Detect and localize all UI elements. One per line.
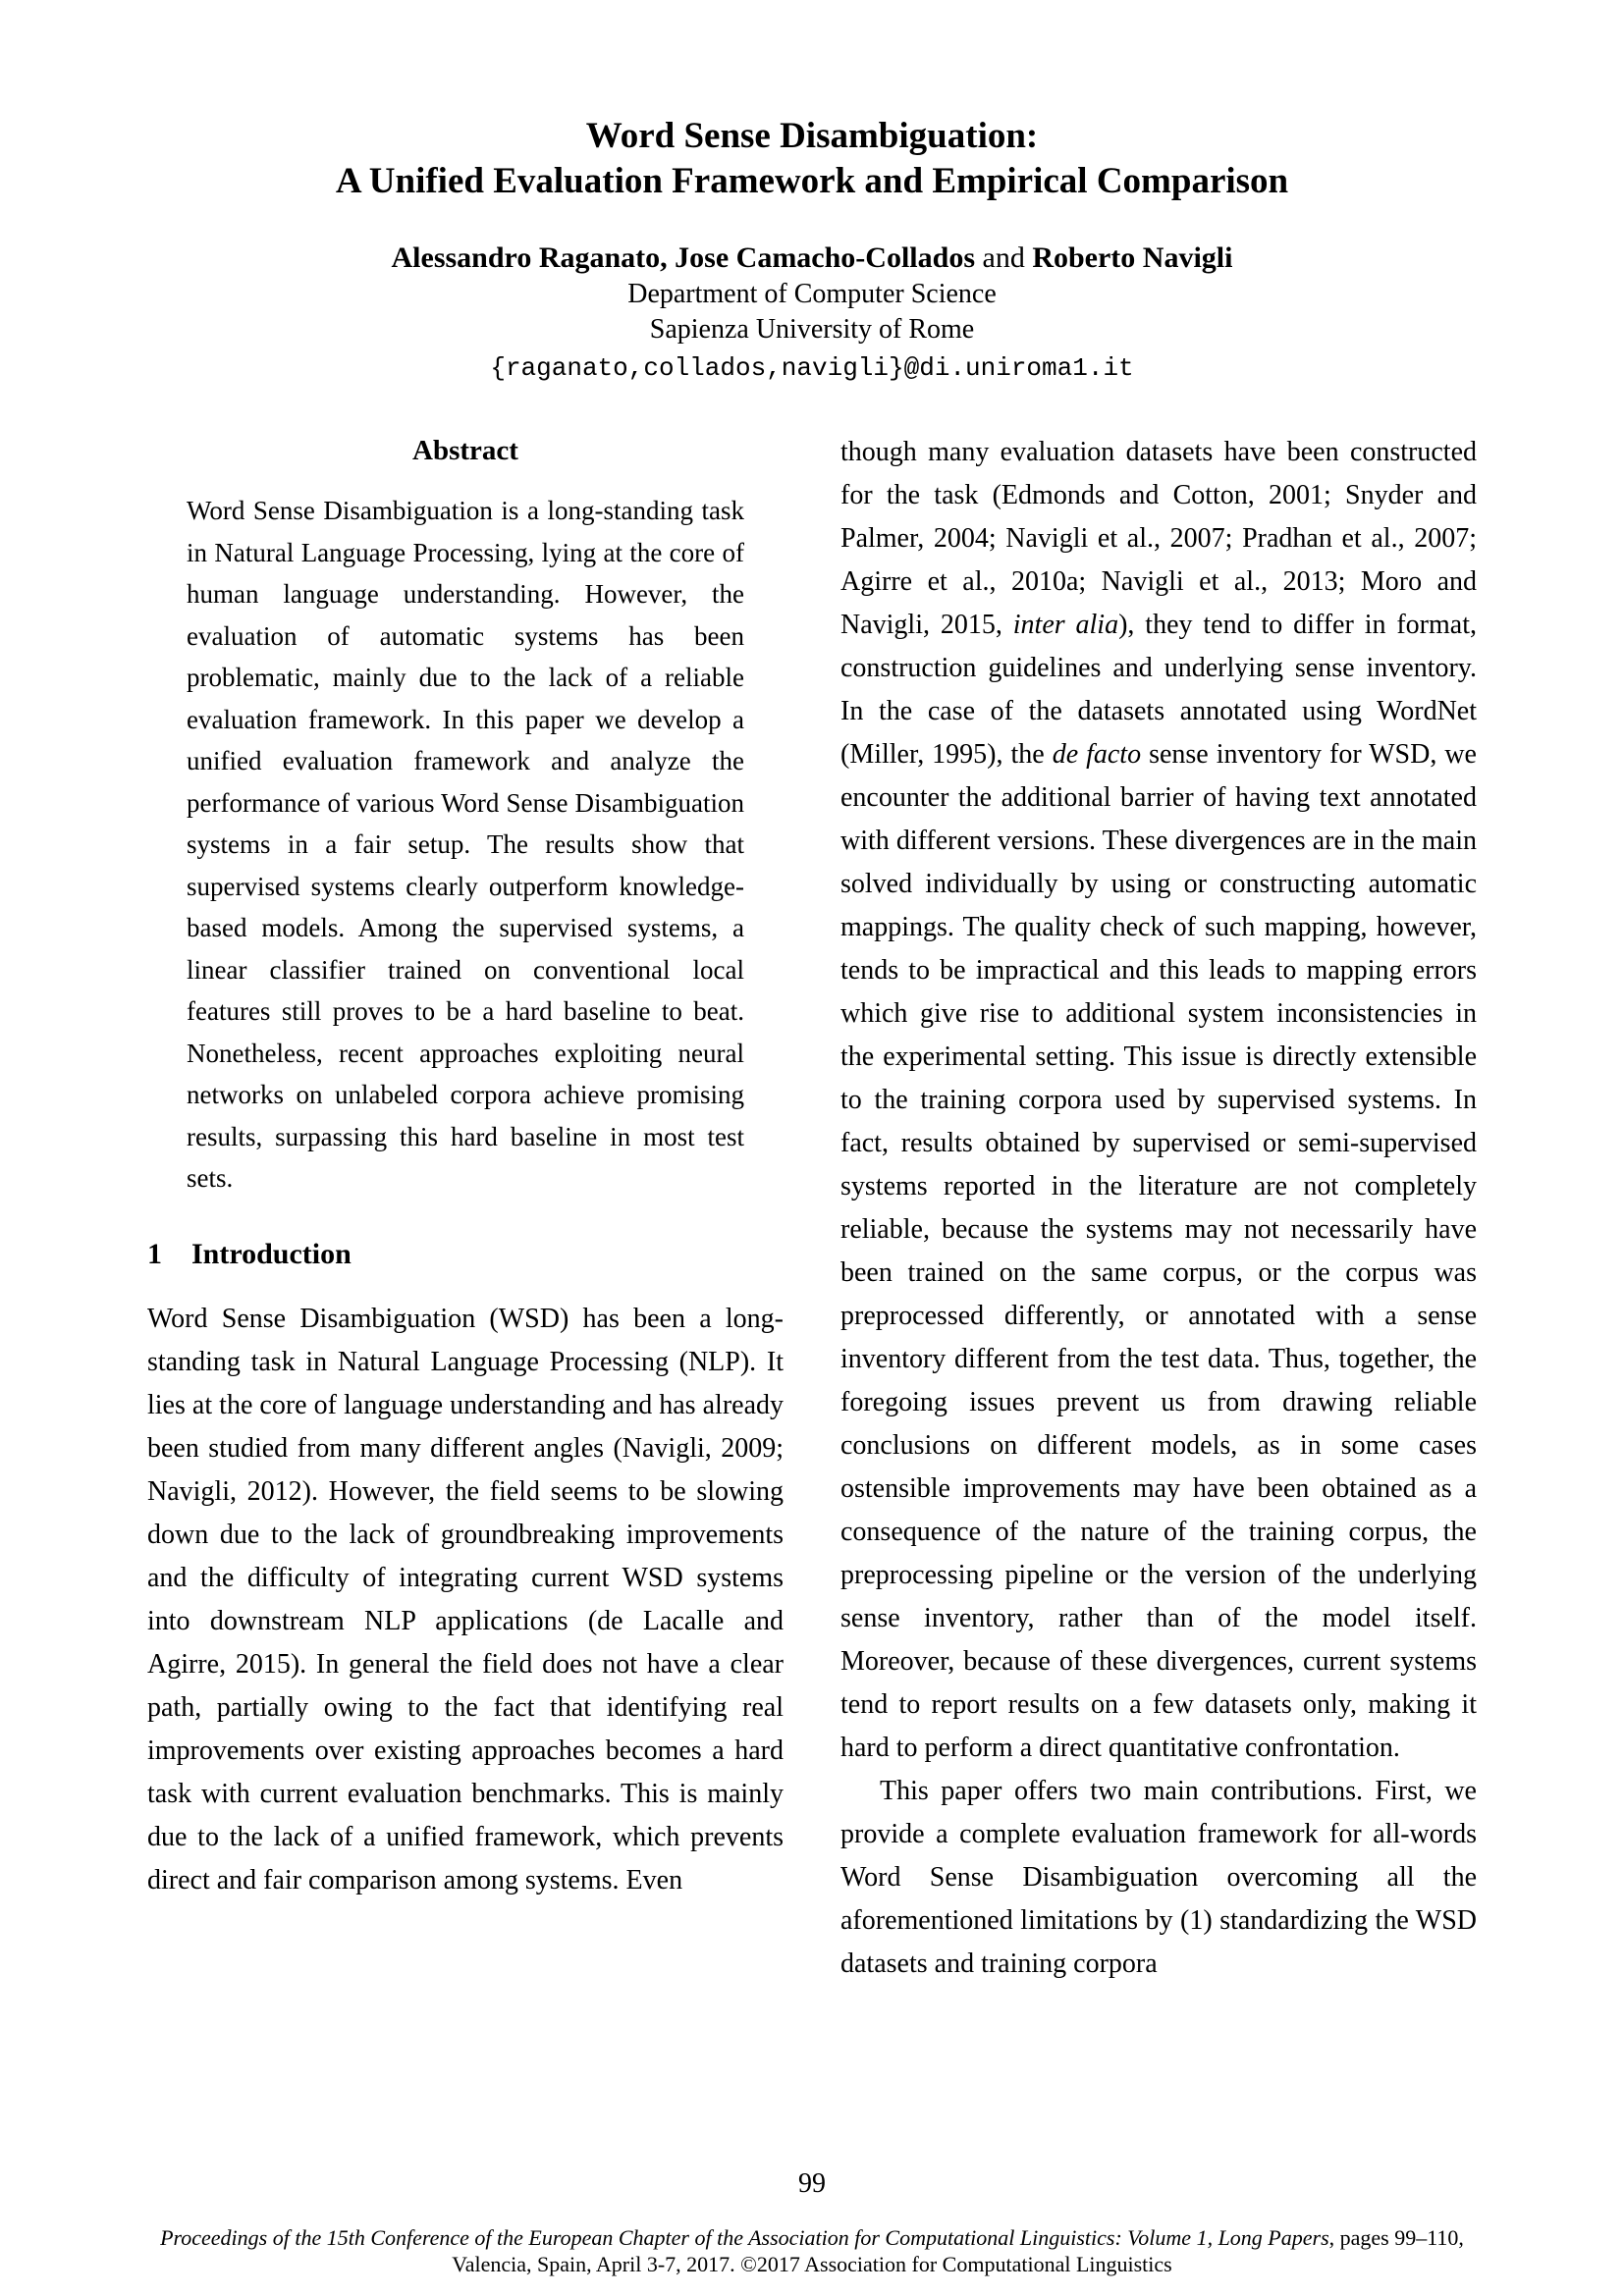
- affiliation-university: Sapienza University of Rome: [649, 314, 975, 345]
- page-number: 99: [798, 2168, 826, 2199]
- affiliation-department: Department of Computer Science: [627, 279, 997, 309]
- title-line-2: A Unified Evaluation Framework and Empirical Comparison: [335, 161, 1289, 201]
- authors-email: {raganato,collados,navigli}@di.uniroma1.it: [490, 353, 1134, 383]
- text-segment: ), they tend to differ in format, construction guidelines and underlying sense inventory. In the case of the datasets annotated using WordNet (Miller, 1995), the: [840, 610, 1477, 770]
- section-heading-introduction: [147, 1235, 784, 1274]
- introduction-paragraph-3: This paper offers two main contributions. First, we provide a complete evaluation framework for all-words Word Sense Disambiguation overcoming all the aforementioned limitations by (1) standardizing the WSD datasets and training corpora: [840, 1776, 1477, 1979]
- left-column: [147, 431, 784, 1986]
- footer-line-1: [0, 2224, 1624, 2251]
- text-segment: inter alia: [1012, 610, 1119, 640]
- authors-line: [0, 241, 1624, 275]
- introduction-paragraph-2: [840, 431, 1477, 1770]
- text-segment: though many evaluation datasets have been constructed for the task (Edmonds and Cotton, 2001; Snyder and Palmer, 2004; Navigli et al., 2007; Pradhan et al., 2007; Agirre et al., 2010a; Navigli et al., 2013; Moro and Navigli, 2015,: [840, 437, 1477, 640]
- abstract-heading: Abstract: [412, 435, 518, 466]
- text-segment: de facto: [1052, 739, 1142, 770]
- text-segment: , pages 99–110,: [1328, 2225, 1464, 2250]
- text-segment: Valencia, Spain, April 3-7, 2017.: [452, 2252, 741, 2276]
- footer-line-2: [0, 2251, 1624, 2277]
- paper-title: [0, 114, 1624, 204]
- section-title: Introduction: [191, 1237, 352, 1270]
- text-segment: and: [975, 241, 1033, 274]
- footer: [0, 2224, 1624, 2277]
- text-segment: Alessandro Raganato, Jose Camacho-Collados: [391, 241, 975, 274]
- right-column: [840, 431, 1477, 1986]
- text-segment: ©2017 Association for Computational Linguistics: [740, 2252, 1172, 2276]
- introduction-paragraph-1: Word Sense Disambiguation (WSD) has been a long-standing task in Natural Language Processing (NLP). It lies at the core of language understanding and has already been studied from many different angles (Navigli, 2009; Navigli, 2012). However, the field seems to be slowing down due to the lack of groundbreaking improvements and the difficulty of integrating current WSD systems into downstream NLP applications (de Lacalle and Agirre, 2015). In general the field does not have a clear path, partially owing to the fact that identifying real improvements over existing approaches becomes a hard task with current evaluation benchmarks. This is mainly due to the lack of a unified framework, which prevents direct and fair comparison among systems. Even: [147, 1303, 784, 1896]
- text-segment: Roberto Navigli: [1032, 241, 1233, 274]
- abstract-text: Word Sense Disambiguation is a long-standing task in Natural Language Processing, lying at the core of human language understanding. However, the evaluation of automatic systems has been problematic, mainly due to the lack of a reliable evaluation framework. In this paper we develop a unified evaluation framework and analyze the performance of various Word Sense Disambiguation systems in a fair setup. The results show that supervised systems clearly outperform knowledge-based models. Among the supervised systems, a linear classifier trained on conventional local features still proves to be a hard baseline to beat. Nonetheless, recent approaches exploiting neural networks on unlabeled corpora achieve promising results, surpassing this hard baseline in most test sets.: [187, 496, 744, 1193]
- section-number: 1: [147, 1237, 162, 1270]
- text-segment: Proceedings of the 15th Conference of the European Chapter of the Association for Computational Linguistics: Volume 1, Long Papers: [160, 2225, 1329, 2250]
- paper-header: [0, 0, 1624, 386]
- title-line-1: Word Sense Disambiguation:: [585, 116, 1039, 156]
- text-segment: sense inventory for WSD, we encounter the additional barrier of having text annotated with different versions. These divergences are in the main solved individually by using or constructing automatic mappings. The quality check of such mapping, however, tends to be impractical and this leads to mapping errors which give rise to additional system inconsistencies in the experimental setting. This issue is directly extensible to the training corpora used by supervised systems. In fact, results obtained by supervised or semi-supervised systems reported in the literature are not completely reliable, because the systems may not necessarily have been trained on the same corpus, or the corpus was preprocessed differently, or annotated with a sense inventory different from the test data. Thus, together, the foregoing issues prevent us from drawing reliable conclusions on different models, as in some cases ostensible improvements may have been obtained as a consequence of the nature of the training corpus, the preprocessing pipeline or the version of the underlying sense inventory, rather than of the model itself. Moreover, because of these divergences, current systems tend to report results on a few datasets only, making it hard to perform a direct quantitative confrontation.: [840, 739, 1477, 1763]
- two-column-body: [0, 431, 1624, 1986]
